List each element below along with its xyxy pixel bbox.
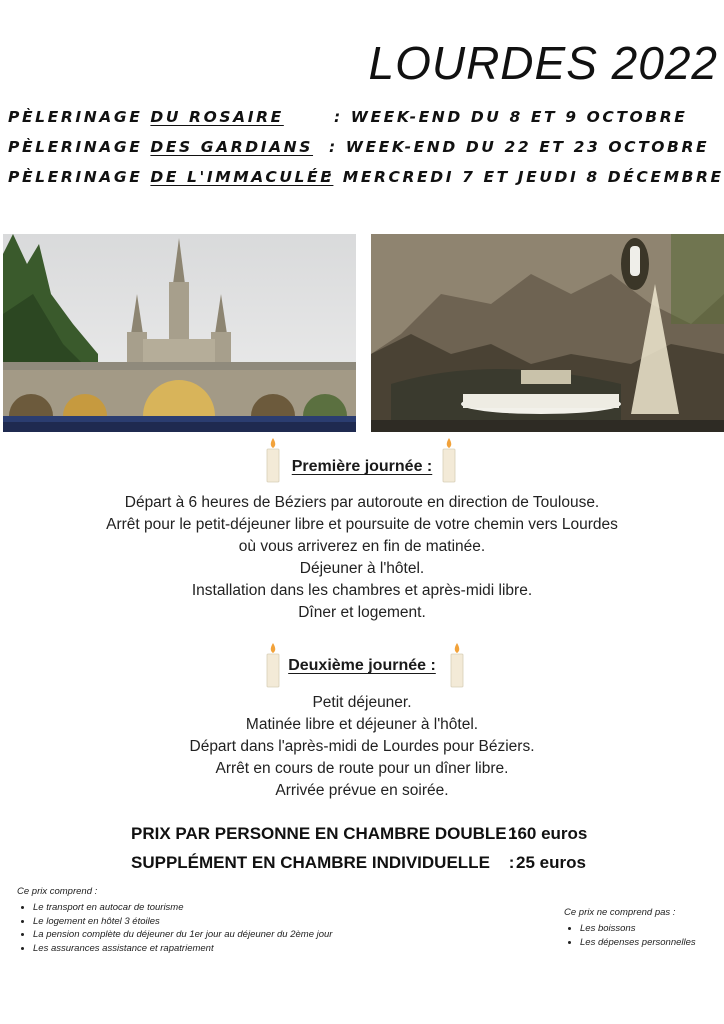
program-line: Arrivée prévue en soirée. [275,782,449,799]
pilgrimage-prefix: PÈLERINAGE [8,108,151,126]
list-item: • Les assurances assistance et rapatriement [33,942,332,956]
pilgrimage-immaculee [8,168,724,198]
basilica-photo [3,234,356,432]
pilgrimage-rosaire [8,108,724,138]
pilgrimage-date: : WEEK-END DU 8 ET 9 OCTOBRE [334,108,688,126]
list-item: • Le transport en autocar de tourisme [33,901,332,915]
list-item: • Le logement en hôtel 3 étoiles [33,915,332,929]
price-value: 25 euros [516,853,586,872]
pilgrimage-name: DU ROSAIRE [150,108,284,126]
program-line: Arrêt pour le petit-déjeuner libre et poursuite de votre chemin vers Lourdes [106,516,618,533]
program-line: Départ à 6 heures de Béziers par autoroute en direction de Toulouse. [124,494,600,511]
list-item: • La pension complète du déjeuner du 1er jour au déjeuner du 2ème jour [33,928,332,942]
includes-title: Ce prix comprend : [17,886,98,897]
program-line: Départ dans l'après-midi de Lourdes pour Béziers. [189,738,535,755]
program-line: Arrêt en cours de route pour un dîner libre. [215,760,509,777]
pilgrimage-date: : MERCREDI 7 ET JEUDI 8 DÉCEMBRE [326,168,724,186]
pilgrimage-prefix: PÈLERINAGE [8,138,151,156]
grotto-photo [371,234,724,432]
program-line: Installation dans les chambres et après-midi libre. [191,582,533,599]
list-item: • Les dépenses personnelles [580,936,696,950]
pilgrimage-name: DES GARDIANS [150,138,314,156]
price-label: SUPPLÉMENT EN CHAMBRE INDIVIDUELLE : [131,853,515,872]
day1-heading: Première journée : [291,458,433,475]
pilgrimage-list [8,108,724,198]
program-line: Déjeuner à l'hôtel. [299,560,425,577]
pilgrimage-gardians [8,138,724,168]
page-title: LOURDES 2022 [368,37,718,89]
price-excludes [564,907,696,949]
pilgrimage-prefix: PÈLERINAGE [8,168,151,186]
program-line: Matinée libre et déjeuner à l'hôtel. [245,716,479,733]
day2-heading: Deuxième journée : [288,657,436,674]
program-line: Dîner et logement. [298,604,426,621]
excludes-title: Ce prix ne comprend pas : [564,907,676,918]
program-line: Petit déjeuner. [312,694,412,711]
day1-program [0,492,724,624]
price-value: 160 euros [508,824,588,843]
pilgrimage-date: : WEEK-END DU 22 ET 23 OCTOBRE [329,138,710,156]
program-line: où vous arriverez en fin de matinée. [238,538,486,555]
day2-program [0,692,724,802]
price-label: PRIX PAR PERSONNE EN CHAMBRE DOUBLE : [131,824,517,843]
list-item: • Les boissons [580,922,696,936]
pilgrimage-name: DE L'IMMACULÉE [150,168,334,186]
price-includes [17,886,332,955]
